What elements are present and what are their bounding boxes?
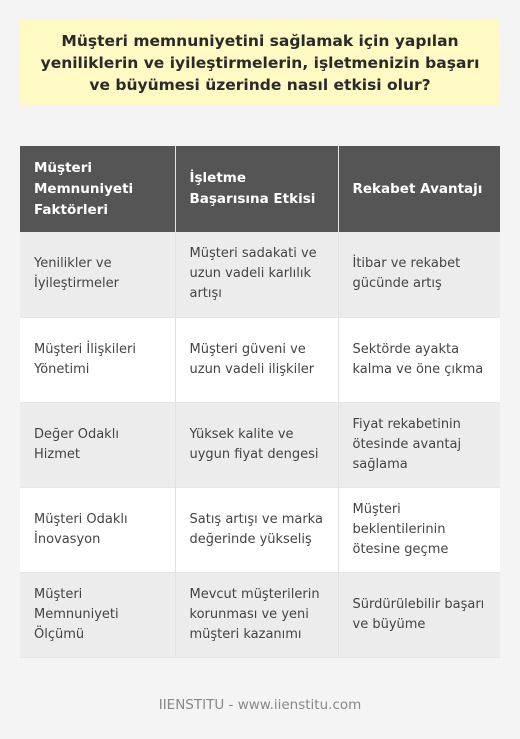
column-header-business-impact: İşletme Başarısına Etkisi <box>175 146 338 232</box>
table-row <box>20 487 500 572</box>
table-cell: Müşteri Memnuniyeti Ölçümü <box>20 572 175 657</box>
table-cell: Sektörde ayakta kalma ve öne çıkma <box>338 317 500 402</box>
table-row <box>20 572 500 657</box>
table-cell: Yüksek kalite ve uygun fiyat dengesi <box>175 402 338 487</box>
table-header-row <box>20 146 500 232</box>
table-cell: Değer Odaklı Hizmet <box>20 402 175 487</box>
table-cell: Müşteri beklentilerinin ötesine geçme <box>338 487 500 572</box>
table-cell: Müşteri güveni ve uzun vadeli ilişkiler <box>175 317 338 402</box>
table-cell: Müşteri İlişkileri Yönetimi <box>20 317 175 402</box>
comparison-table <box>20 146 500 658</box>
table-cell: Müşteri sadakati ve uzun vadeli karlılık artışı <box>175 232 338 317</box>
table-row <box>20 232 500 317</box>
column-header-competitive-advantage: Rekabet Avantajı <box>338 146 500 232</box>
table-cell: Satış artışı ve marka değerinde yükseliş <box>175 487 338 572</box>
table-cell: Müşteri Odaklı İnovasyon <box>20 487 175 572</box>
table-row <box>20 317 500 402</box>
table-cell: Yenilikler ve İyileştirmeler <box>20 232 175 317</box>
question-banner <box>20 20 500 106</box>
page-title: Müşteri memnuniyetini sağlamak için yapılan yeniliklerin ve iyileştirmelerin, işletmenizin başarı ve büyümesi üzerinde nasıl etkisi olur? <box>40 32 480 94</box>
footer-credit: IIENSTITU - www.iienstitu.com <box>158 697 362 713</box>
table-cell: Mevcut müşterilerin korunması ve yeni müşteri kazanımı <box>175 572 338 657</box>
table-cell: Fiyat rekabetinin ötesinde avantaj sağlama <box>338 402 500 487</box>
table-cell: Sürdürülebilir başarı ve büyüme <box>338 572 500 657</box>
table-cell: İtibar ve rekabet gücünde artış <box>338 232 500 317</box>
table-row <box>20 402 500 487</box>
column-header-factors: Müşteri Memnuniyeti Faktörleri <box>20 146 175 232</box>
